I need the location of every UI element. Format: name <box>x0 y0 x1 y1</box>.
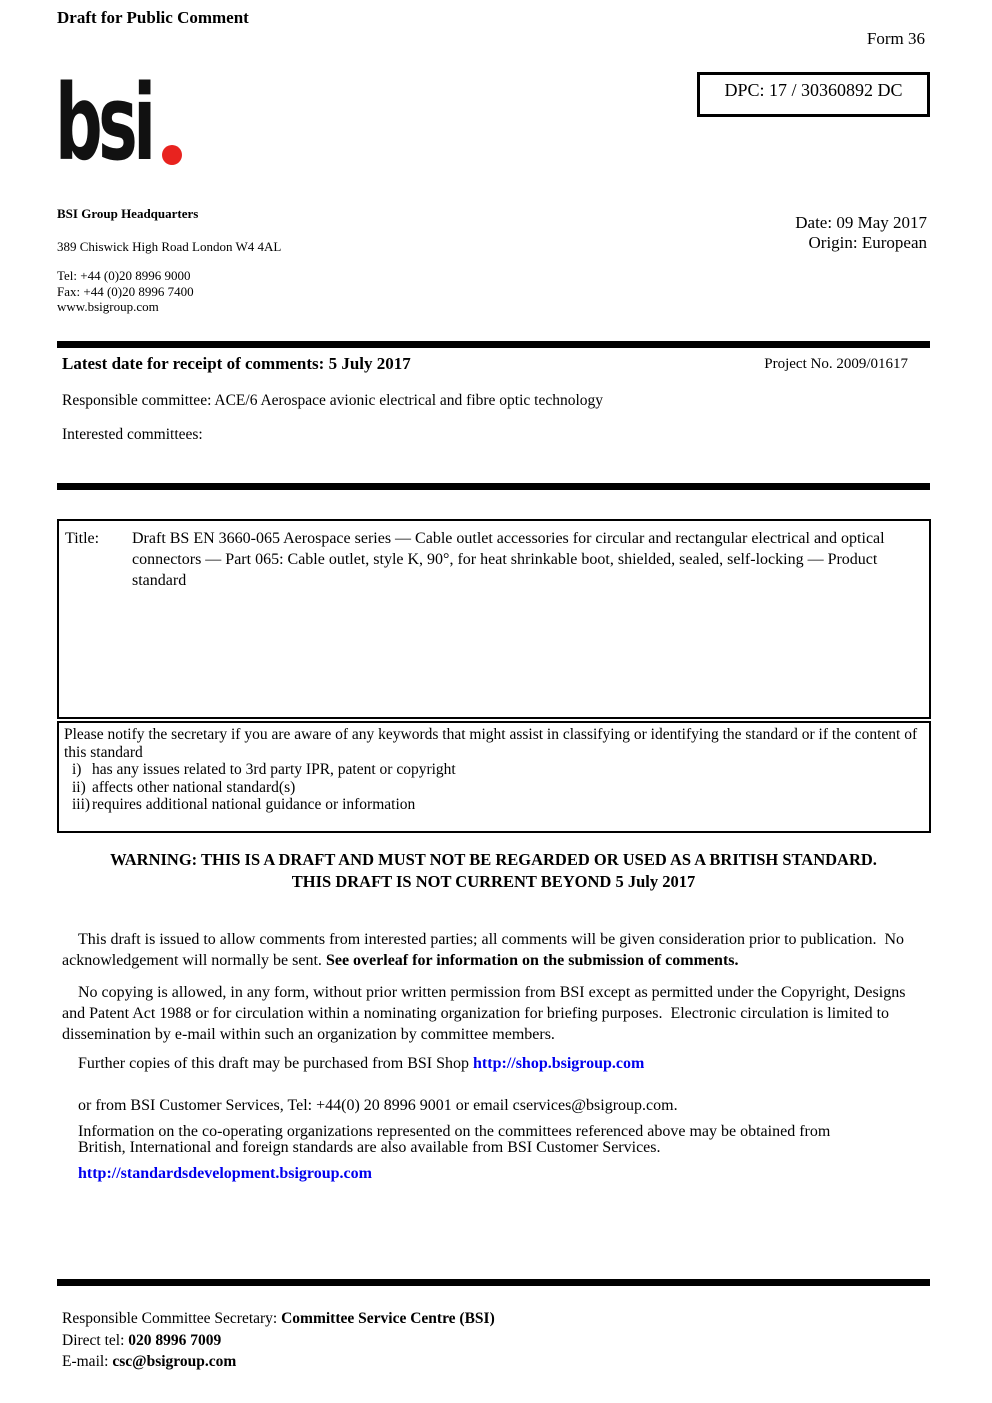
no-copying-text: No copying is allowed, in any form, without prior written permission from BSI except as permitted under the Copyright, Designs and Patent Act 1988 or for circulation within a nominating organization for briefing purposes. Electronic circulation is limited to dissemination by e-mail within such an organization by committee members. <box>62 984 910 1043</box>
date-origin-block <box>795 213 927 253</box>
headquarters-name-label: BSI Group Headquarters <box>57 206 199 221</box>
keywords-item-text: affects other national standard(s) <box>92 778 296 796</box>
section-divider <box>57 341 930 348</box>
warning-line-2: THIS DRAFT IS NOT CURRENT BEYOND 5 July 2017 <box>291 872 696 891</box>
bsi-shop-link[interactable]: http://shop.bsigroup.com <box>473 1055 645 1072</box>
british-standards-text: British, International and foreign standards are also available from BSI Customer Services. <box>78 1139 661 1156</box>
date-label: Date: 09 May 2017 <box>795 213 927 232</box>
dpc-number-box <box>697 72 930 117</box>
keywords-item-numeral: i) <box>72 761 82 778</box>
committee-secretary-block <box>62 1308 495 1373</box>
keywords-intro-text: Please notify the secretary if you are aware of any keywords that might assist in classifying or identifying the standard or if the content of this standard <box>64 726 921 761</box>
interested-committees-label: Interested committees: <box>62 426 203 443</box>
keywords-item-numeral: iii) <box>72 796 91 813</box>
further-copies-text: Further copies of this draft may be purchased from BSI Shop <box>78 1055 474 1072</box>
bsi-logo-red-dot-icon <box>162 145 182 165</box>
keywords-item <box>64 779 924 797</box>
secretary-value: Committee Service Centre (BSI) <box>281 1310 495 1327</box>
draft-issued-text: This draft is issued to allow comments from interested parties; all comments will be given consideration prior to publication. No acknowledgement will normally be sent. <box>62 931 909 969</box>
tel-label: Tel: +44 (0)20 8996 9000 <box>57 268 191 283</box>
email-value: csc@bsigroup.com <box>112 1353 237 1370</box>
cooperating-info-text: Information on the co-operating organizations represented on the committees referenced above may be obtained from <box>78 1123 831 1140</box>
keywords-item-text: requires additional national guidance or information <box>92 796 416 813</box>
secretary-line <box>62 1308 495 1330</box>
standards-development-link[interactable]: http://standardsdevelopment.bsigroup.com <box>78 1165 372 1182</box>
section-divider <box>57 483 930 490</box>
standard-title-text: Draft BS EN 3660-065 Aerospace series — Cable outlet accessories for circular and rectangular electrical and optical connectors — Part 065: Cable outlet, style K, 90°, for heat shrinkable boot, shielded, sealed, self-locking — Product standard <box>132 530 889 589</box>
paragraph-cooperating-organizations <box>62 1100 942 1205</box>
direct-tel-line <box>62 1330 495 1352</box>
secretary-label: Responsible Committee Secretary: <box>62 1310 282 1327</box>
bsi-logo <box>55 62 255 184</box>
customer-services-text: or from BSI Customer Services, Tel: +44(0) 20 8996 9001 or email cservices@bsigroup.com. <box>78 1097 678 1114</box>
website-label: www.bsigroup.com <box>57 299 159 314</box>
origin-label: Origin: European <box>808 233 927 252</box>
keywords-notice-box <box>57 721 931 833</box>
direct-tel-label: Direct tel: <box>62 1331 129 1349</box>
form-number-label: Form 36 <box>866 29 925 48</box>
latest-date-label: Latest date for receipt of comments: 5 July 2017 <box>62 354 411 373</box>
dpc-number-text: DPC: 17 / 30360892 DC <box>724 80 903 100</box>
warning-block <box>57 849 930 893</box>
project-number-label: Project No. 2009/01617 <box>764 356 908 372</box>
keywords-item <box>64 761 924 779</box>
direct-tel-value: 020 8996 7009 <box>128 1331 222 1349</box>
keywords-item-text: has any issues related to 3rd party IPR, patent or copyright <box>92 761 456 778</box>
email-line <box>62 1351 495 1373</box>
see-overleaf-text: See overleaf for information on the submission of comments. <box>325 952 739 969</box>
email-label: E-mail: <box>62 1353 113 1370</box>
section-divider <box>57 1279 930 1286</box>
headquarters-contact-block <box>57 268 194 315</box>
title-label: Title: <box>65 530 100 547</box>
bsi-logo-text: bsi <box>55 62 152 184</box>
headquarters-address-label: 389 Chiswick High Road London W4 4AL <box>57 239 282 254</box>
draft-for-public-comment-label: Draft for Public Comment <box>57 8 249 27</box>
fax-label: Fax: +44 (0)20 8996 7400 <box>57 283 194 299</box>
warning-line-1: WARNING: THIS IS A DRAFT AND MUST NOT BE REGARDED OR USED AS A BRITISH STANDARD. <box>110 850 877 869</box>
responsible-committee-label: Responsible committee: ACE/6 Aerospace avionic electrical and fibre optic technology <box>62 392 604 409</box>
keywords-item-numeral: ii) <box>72 778 86 796</box>
title-box <box>57 519 931 719</box>
keywords-item <box>64 796 924 814</box>
